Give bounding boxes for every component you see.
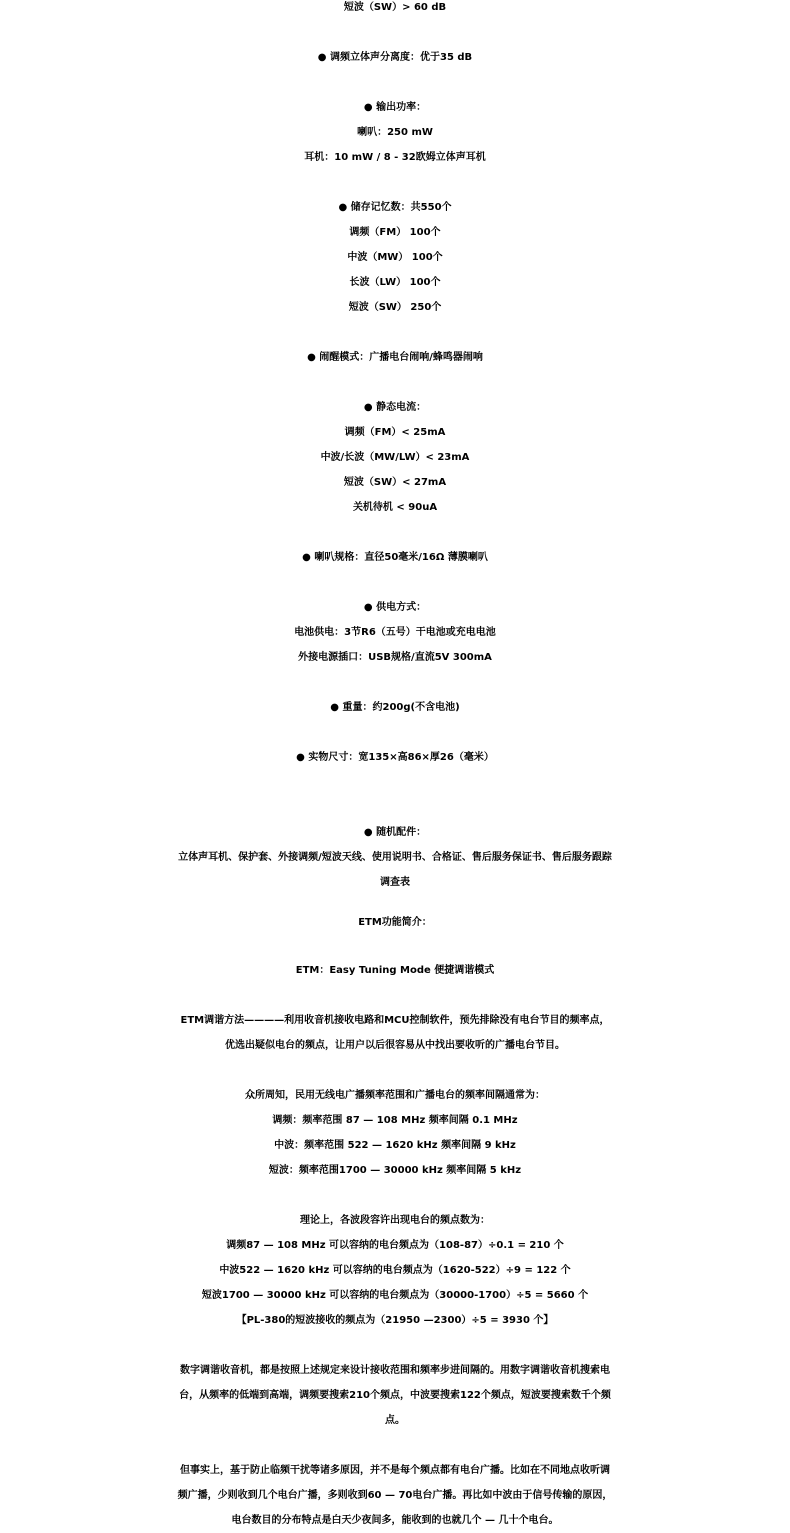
dimensions-line: ● 实物尺寸：宽135×高86×厚26（毫米） — [296, 752, 494, 763]
accessories-list-line: 立体声耳机、保护套、外接调频/短波天线、使用说明书、合格证、售后服务保证书、售后服务跟踪 — [178, 852, 612, 863]
pl380-sw-line: 【PL-380的短波接收的频点为（21950 —2300）÷5 = 3930 个】 — [236, 1315, 554, 1326]
theory-intro-line: 理论上，各波段容许出现电台的频点数为： — [300, 1215, 490, 1226]
digital-tuning-line-1: 数字调谐收音机，都是按照上述规定来设计接收范围和频率步进间隔的。用数字调谐收音机搜索电 — [180, 1365, 610, 1376]
freq-sw-line: 短波：频率范围1700 — 30000 kHz 频率间隔 5 kHz — [268, 1165, 522, 1176]
freq-mw-line: 中波：频率范围 522 — 1620 kHz 频率间隔 9 kHz — [274, 1140, 516, 1151]
speaker-spec-line: ● 喇叭规格：直径50毫米/16Ω 薄膜喇叭 — [302, 552, 488, 563]
power-supply-heading: ● 供电方式： — [363, 602, 427, 613]
memory-sw-line: 短波（SW） 250个 — [348, 302, 442, 313]
reality-line-1: 但事实上，基于防止临频干扰等诸多原因，并不是每个频点都有电台广播。比如在不同地点收听调 — [180, 1465, 610, 1476]
alarm-mode-line: ● 闹醒模式：广播电台闹响/蜂鸣器闹响 — [307, 352, 483, 363]
etm-method-line-1: ETM调谐方法————利用收音机接收电路和MCU控制软件，预先排除没有电台节目的频率点， — [180, 1015, 610, 1026]
reality-line-2: 频广播，少则收到几个电台广播，多则收到60 — 70电台广播。再比如中波由于信号传输的原因， — [177, 1490, 613, 1501]
standby-current-line: 关机待机 < 90uA — [352, 502, 438, 513]
current-fm-line: 调频（FM）< 25mA — [344, 427, 446, 438]
sw-snr-line: 短波（SW）> 60 dB — [343, 2, 447, 13]
digital-tuning-line-3: 点。 — [385, 1415, 405, 1426]
static-current-heading: ● 静态电流： — [363, 402, 427, 413]
weight-line: ● 重量：约200g(不含电池) — [330, 702, 460, 713]
accessories-list-line-2: 调查表 — [380, 877, 410, 888]
theory-mw-line: 中波522 — 1620 kHz 可以容纳的电台频点为（1620-522）÷9 = 122 个 — [219, 1265, 571, 1276]
freq-fm-line: 调频：频率范围 87 — 108 MHz 频率间隔 0.1 MHz — [272, 1115, 518, 1126]
etm-intro-heading: ETM功能简介： — [358, 917, 432, 928]
memory-heading: ● 储存记忆数：共550个 — [338, 202, 452, 213]
battery-supply-line: 电池供电：3节R6（五号）干电池或充电电池 — [294, 627, 496, 638]
external-power-line: 外接电源插口：USB规格/直流5V 300mA — [298, 652, 492, 663]
current-mw-lw-line: 中波/长波（MW/LW）< 23mA — [320, 452, 470, 463]
theory-sw-line: 短波1700 — 30000 kHz 可以容纳的电台频点为（30000-1700）÷5 = 5660 个 — [201, 1290, 589, 1301]
etm-definition-line: ETM：Easy Tuning Mode 便捷调谐模式 — [295, 965, 495, 976]
memory-mw-line: 中波（MW） 100个 — [347, 252, 443, 263]
reality-line-3: 电台数目的分布特点是白天少夜间多，能收到的也就几个 — 几十个电台。 — [231, 1515, 559, 1526]
output-power-heading: ● 输出功率： — [363, 102, 427, 113]
stereo-separation-line: ● 调频立体声分离度：优于35 dB — [317, 52, 473, 63]
freq-intro-line: 众所周知，民用无线电广播频率范围和广播电台的频率间隔通常为： — [245, 1090, 545, 1101]
accessories-heading: ● 随机配件： — [363, 827, 427, 838]
etm-method-line-2: 优选出疑似电台的频点，让用户以后很容易从中找出要收听的广播电台节目。 — [225, 1040, 565, 1051]
memory-fm-line: 调频（FM） 100个 — [349, 227, 441, 238]
headphone-power-line: 耳机：10 mW / 8 - 32欧姆立体声耳机 — [304, 152, 486, 163]
speaker-power-line: 喇叭：250 mW — [357, 127, 433, 138]
theory-fm-line: 调频87 — 108 MHz 可以容纳的电台频点为（108-87）÷0.1 = 210 个 — [226, 1240, 564, 1251]
digital-tuning-line-2: 台，从频率的低端到高端，调频要搜索210个频点，中波要搜索122个频点，短波要搜索数千个频 — [179, 1390, 611, 1401]
current-sw-line: 短波（SW）< 27mA — [343, 477, 447, 488]
memory-lw-line: 长波（LW） 100个 — [349, 277, 441, 288]
